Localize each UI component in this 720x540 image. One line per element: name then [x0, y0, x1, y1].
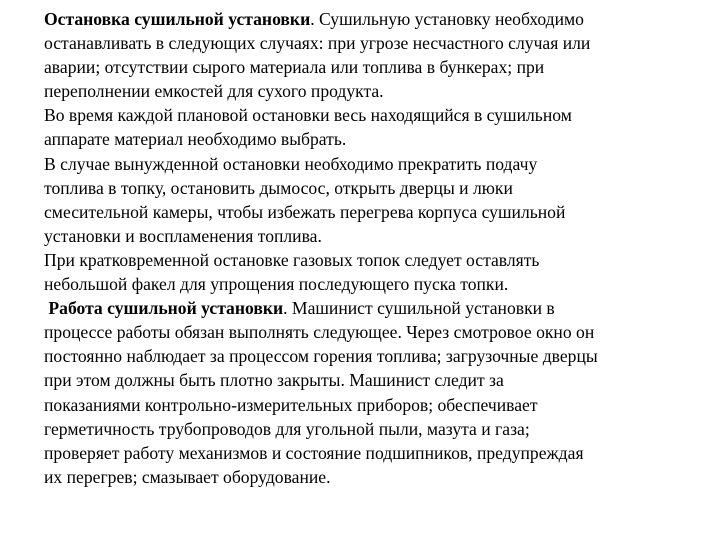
text-line — [44, 7, 704, 31]
text-line: их перегрев; смазывает оборудование. — [44, 466, 331, 487]
text-run: . Машинист сушильной установки в — [283, 298, 555, 319]
document-body — [44, 7, 704, 489]
section-heading-stop: Остановка сушильной установки — [44, 9, 311, 29]
text-line: смесительной камеры, чтобы избежать перегрева корпуса сушильной — [44, 201, 566, 222]
text-line: При кратковременной остановке газовых топок следует оставлять — [44, 249, 540, 270]
section-heading-operation: Работа сушильной установки — [44, 298, 284, 319]
text-line: показаниями контрольно-измерительных приборов; обеспечивает — [44, 394, 538, 415]
text-line: останавливать в следующих случаях: при угрозе несчастного случая или — [44, 33, 591, 54]
text-line: Во время каждой плановой остановки весь находящийся в сушильном — [44, 105, 572, 126]
text-line: переполнении емкостей для сухого продукта. — [44, 81, 384, 102]
text-line: процессе работы обязан выполнять следующее. Через смотровое окно он — [44, 322, 595, 343]
text-line: установки и воспламенения топлива. — [44, 225, 322, 246]
text-line — [44, 296, 704, 320]
text-line: топлива в топку, остановить дымосос, открыть дверцы и люки — [44, 177, 513, 198]
text-line: аппарате материал необходимо выбрать. — [44, 129, 347, 150]
text-run: . Сушильную установку необходимо — [310, 9, 584, 29]
text-line: герметичность трубопроводов для угольной пыли, мазута и газа; — [44, 418, 530, 439]
text-line: проверяет работу механизмов и состояние подшипников, предупреждая — [44, 442, 584, 463]
text-line: В случае вынужденной остановки необходимо прекратить подачу — [44, 153, 538, 174]
text-line: аварии; отсутствии сырого материала или топлива в бункерах; при — [44, 57, 545, 78]
text-line: постоянно наблюдает за процессом горения топлива; загрузочные дверцы — [44, 346, 598, 367]
text-line: небольшой факел для упрощения последующего пуска топки. — [44, 274, 509, 295]
text-line: при этом должны быть плотно закрыты. Машинист следит за — [44, 370, 504, 391]
